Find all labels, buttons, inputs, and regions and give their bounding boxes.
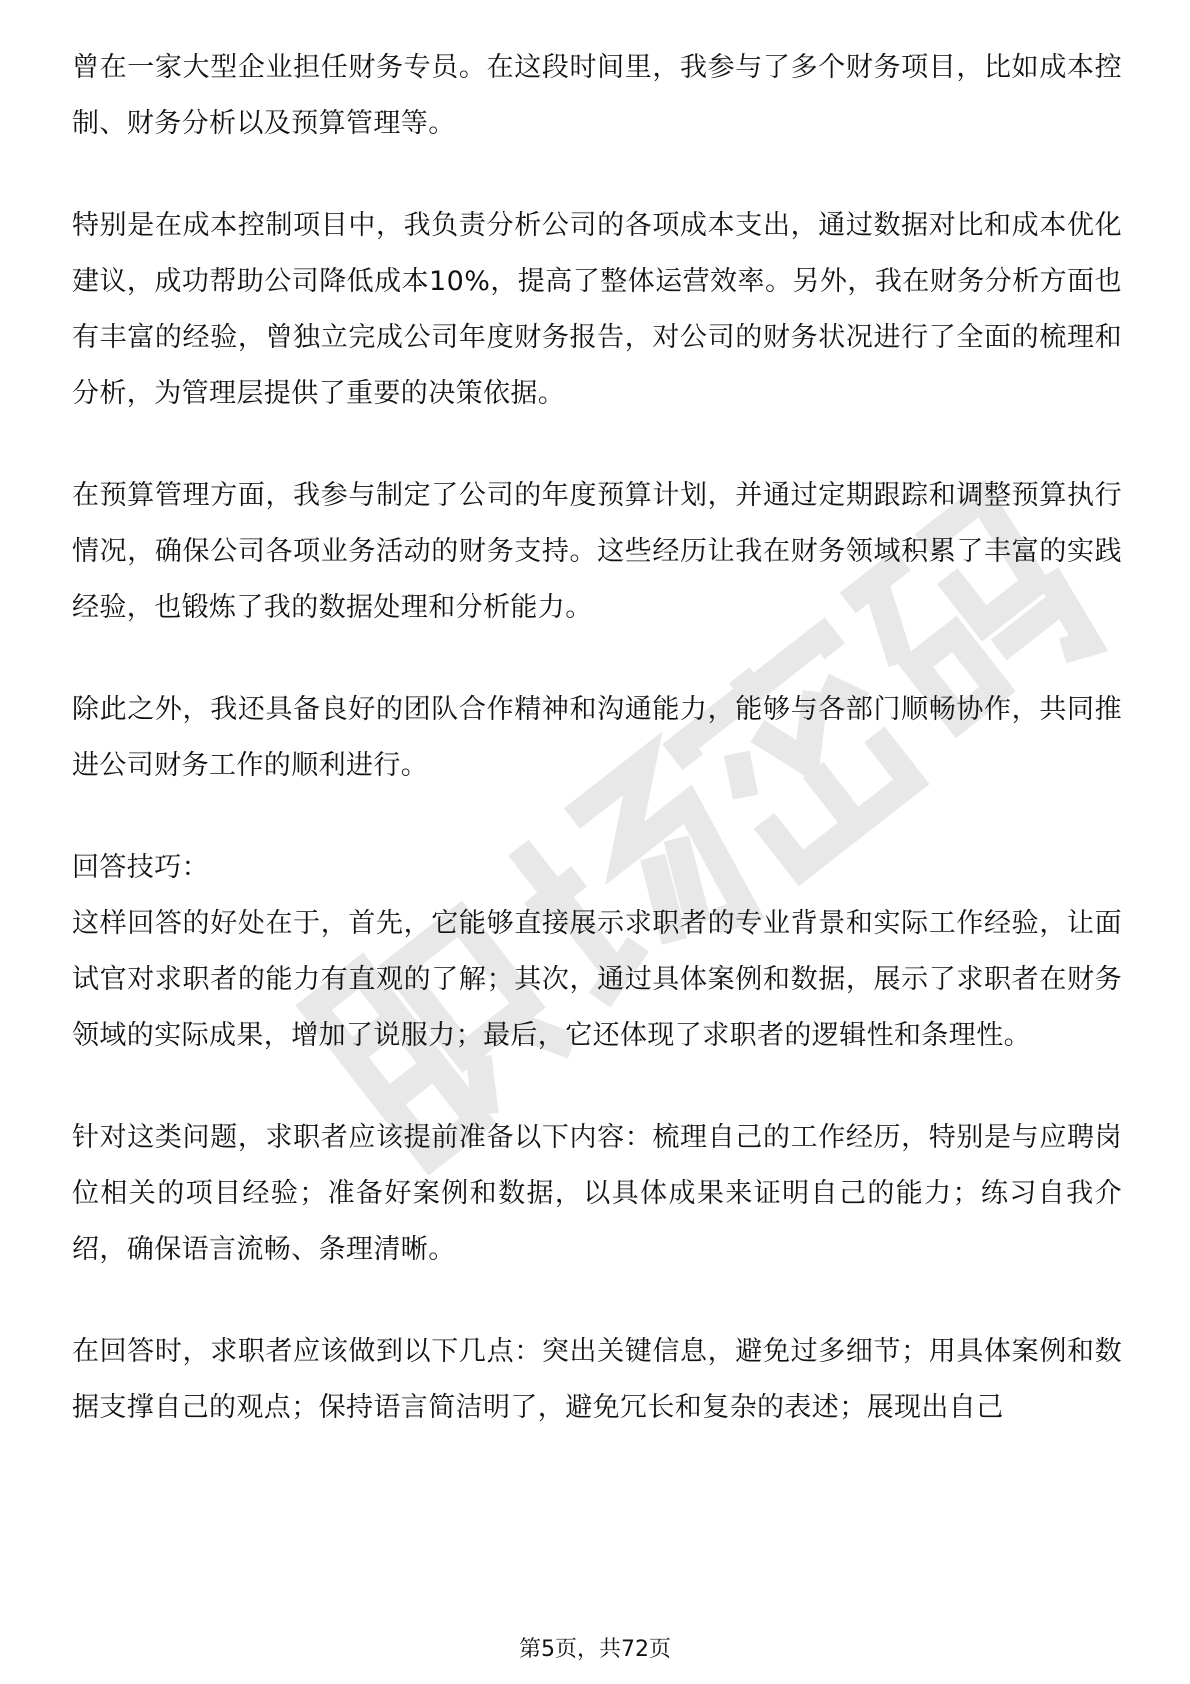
paragraph-answer-points: 在回答时，求职者应该做到以下几点：突出关键信息，避免过多细节；用具体案例和数据支撑自己的观点；保持语言简洁明了，避免冗长和复杂的表述；展现出自己 (72, 1336, 1122, 1423)
paragraph-cost-control: 特别是在成本控制项目中，我负责分析公司的各项成本支出，通过数据对比和成本优化建议，成功帮助公司降低成本10%，提高了整体运营效率。另外，我在财务分析方面也有丰富的经验，曾独立完成公司年度财务报告，对公司的财务状况进行了全面的梳理和分析，为管理层提供了重要的决策依据。 (72, 210, 1122, 409)
paragraph-teamwork: 除此之外，我还具备良好的团队合作精神和沟通能力，能够与各部门顺畅协作，共同推进公司财务工作的顺利进行。 (72, 694, 1122, 781)
paragraph-budget-management: 在预算管理方面，我参与制定了公司的年度预算计划，并通过定期跟踪和调整预算执行情况，确保公司各项业务活动的财务支持。这些经历让我在财务领域积累了丰富的实践经验，也锻炼了我的数据处理和分析能力。 (72, 480, 1122, 623)
paragraph-experience-intro: 曾在一家大型企业担任财务专员。在这段时间里，我参与了多个财务项目，比如成本控制、财务分析以及预算管理等。 (72, 52, 1122, 139)
paragraph-preparation: 针对这类问题，求职者应该提前准备以下内容：梳理自己的工作经历，特别是与应聘岗位相关的项目经验；准备好案例和数据，以具体成果来证明自己的能力；练习自我介绍，确保语言流畅、条理清晰。 (72, 1122, 1122, 1265)
page-number: 第5页，共72页 (519, 1637, 671, 1662)
paragraph-tips: 这样回答的好处在于，首先，它能够直接展示求职者的专业背景和实际工作经验，让面试官对求职者的能力有直观的了解；其次，通过具体案例和数据，展示了求职者在财务领域的实际成果，增加了说服力；最后，它还体现了求职者的逻辑性和条理性。 (72, 908, 1122, 1051)
tips-heading: 回答技巧： (72, 852, 209, 883)
document-body (72, 40, 1122, 1436)
